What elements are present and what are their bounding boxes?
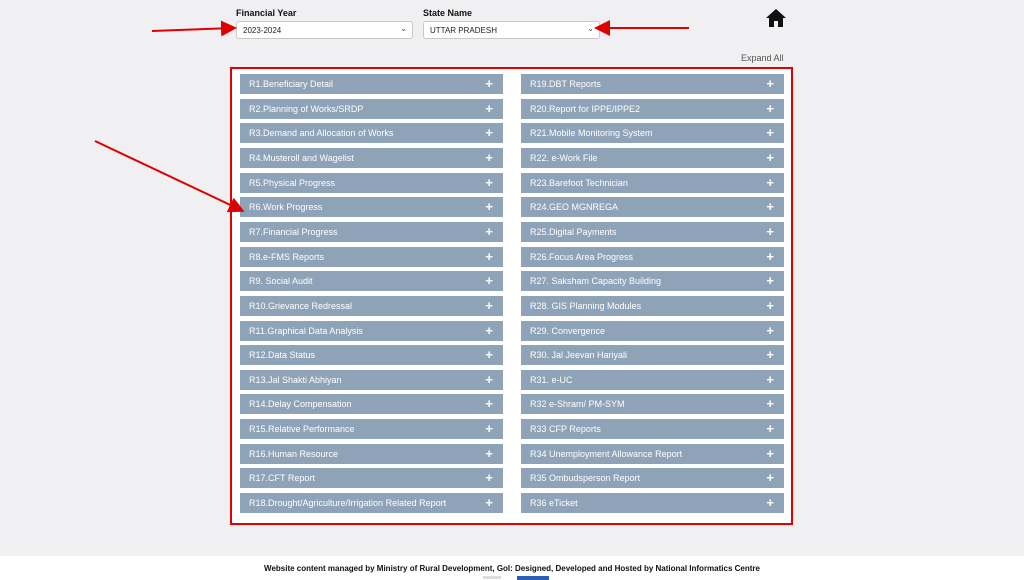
report-item-label: R16.Human Resource [249, 448, 339, 459]
report-item[interactable] [240, 74, 503, 94]
report-item-label: R7.Financial Progress [249, 226, 338, 237]
state-name-label: State Name [423, 8, 473, 18]
report-item[interactable] [521, 123, 784, 143]
report-item[interactable] [521, 173, 784, 193]
report-item[interactable] [240, 370, 503, 390]
report-item[interactable] [240, 123, 503, 143]
plus-icon[interactable]: + [485, 297, 493, 313]
report-item[interactable] [240, 99, 503, 119]
plus-icon[interactable]: + [485, 174, 493, 190]
plus-icon[interactable]: + [485, 445, 493, 461]
report-item[interactable] [521, 345, 784, 365]
report-item[interactable] [521, 419, 784, 439]
plus-icon[interactable]: + [766, 322, 774, 338]
report-item[interactable] [240, 247, 503, 267]
plus-icon[interactable]: + [766, 297, 774, 313]
plus-icon[interactable]: + [766, 445, 774, 461]
state-name-select[interactable] [423, 21, 600, 39]
report-item[interactable] [521, 247, 784, 267]
report-item-label: R13.Jal Shakti Abhiyan [249, 374, 342, 385]
report-item-label: R20.Report for IPPE/IPPE2 [530, 103, 641, 114]
plus-icon[interactable]: + [485, 76, 493, 91]
plus-icon[interactable]: + [766, 347, 774, 363]
footer-logo [483, 576, 501, 579]
report-item-label: R10.Grievance Redressal [249, 300, 353, 311]
chevron-down-icon: ⌄ [587, 24, 594, 33]
report-item[interactable] [521, 296, 784, 316]
plus-icon[interactable]: + [766, 396, 774, 412]
report-item-label: R35 Ombudsperson Report [530, 473, 641, 484]
report-item-label: R21.Mobile Monitoring System [530, 128, 653, 139]
plus-icon[interactable]: + [485, 100, 493, 116]
plus-icon[interactable]: + [485, 273, 493, 289]
report-item[interactable] [240, 345, 503, 365]
plus-icon[interactable]: + [485, 248, 493, 264]
report-item-label: R4.Musteroll and Wagelist [249, 152, 354, 163]
state-name-select-group [423, 8, 600, 39]
report-item-label: R12.Data Status [249, 350, 316, 361]
report-item[interactable] [521, 74, 784, 94]
plus-icon[interactable]: + [485, 347, 493, 363]
annotation-arrow-work-progress [95, 141, 241, 210]
plus-icon[interactable]: + [766, 149, 774, 165]
footer-badge [517, 576, 549, 580]
report-item-label: R31. e-UC [530, 374, 573, 385]
report-item-label: R28. GIS Planning Modules [530, 300, 642, 311]
report-item-label: R14.Delay Compensation [249, 399, 352, 410]
plus-icon[interactable]: + [766, 223, 774, 239]
report-item-label: R2.Planning of Works/SRDP [249, 103, 364, 114]
annotation-arrow-financial-year [152, 28, 233, 31]
report-item[interactable] [240, 148, 503, 168]
home-icon[interactable] [765, 8, 787, 28]
plus-icon[interactable]: + [766, 125, 774, 141]
financial-year-select-group [236, 8, 413, 39]
financial-year-select[interactable] [236, 21, 413, 39]
report-item[interactable] [240, 222, 503, 242]
report-item-label: R3.Demand and Allocation of Works [249, 128, 394, 139]
report-item-label: R36 eTicket [530, 498, 578, 508]
report-item-label: R33 CFP Reports [530, 424, 601, 435]
financial-year-value: 2023-2024 [243, 26, 282, 35]
plus-icon[interactable]: + [766, 248, 774, 264]
report-item-label: R5.Physical Progress [249, 177, 336, 188]
report-item[interactable] [240, 468, 503, 488]
report-item-label: R22. e-Work File [530, 152, 598, 163]
plus-icon[interactable]: + [485, 125, 493, 141]
plus-icon[interactable]: + [766, 470, 774, 486]
financial-year-label: Financial Year [236, 8, 297, 18]
plus-icon[interactable]: + [766, 273, 774, 289]
report-item[interactable] [240, 321, 503, 341]
report-item[interactable] [240, 271, 503, 291]
report-item-label: R27. Saksham Capacity Building [530, 276, 662, 287]
plus-icon[interactable]: + [485, 495, 493, 510]
report-item-label: R34 Unemployment Allowance Report [530, 448, 683, 459]
report-item[interactable] [521, 321, 784, 341]
report-item[interactable] [521, 222, 784, 242]
state-name-value: UTTAR PRADESH [430, 26, 497, 35]
report-item[interactable] [521, 370, 784, 390]
report-item[interactable] [521, 493, 784, 513]
report-item[interactable] [240, 493, 503, 513]
report-item[interactable] [240, 197, 503, 217]
plus-icon[interactable]: + [766, 495, 774, 510]
plus-icon[interactable]: + [485, 396, 493, 412]
report-item-label: R1.Beneficiary Detail [249, 79, 334, 89]
report-item[interactable] [521, 444, 784, 464]
report-item[interactable] [240, 444, 503, 464]
report-item-label: R26.Focus Area Progress [530, 251, 634, 262]
report-item-label: R6.Work Progress [249, 202, 323, 213]
report-item[interactable] [521, 197, 784, 217]
plus-icon[interactable]: + [766, 371, 774, 387]
report-item-label: R25.Digital Payments [530, 226, 617, 237]
report-item-label: R24.GEO MGNREGA [530, 202, 619, 213]
report-item-label: R9. Social Audit [249, 276, 313, 287]
plus-icon[interactable]: + [485, 322, 493, 338]
report-item[interactable] [521, 468, 784, 488]
footer [0, 556, 1024, 580]
plus-icon[interactable]: + [766, 421, 774, 437]
report-item-label: R19.DBT Reports [530, 79, 601, 89]
plus-icon[interactable]: + [485, 470, 493, 486]
report-item-label: R8.e-FMS Reports [249, 251, 325, 262]
report-item-label: R18.Drought/Agriculture/Irrigation Related Report [249, 498, 447, 508]
report-item-label: R29. Convergence [530, 325, 606, 336]
footer-text: Website content managed by Ministry of Rural Development, GoI: Designed, Developed and Hosted by National Informatics Centre [264, 564, 760, 573]
plus-icon[interactable]: + [485, 223, 493, 239]
chevron-down-icon: ⌄ [400, 24, 407, 33]
plus-icon[interactable]: + [485, 371, 493, 387]
report-item-label: R23.Barefoot Technician [530, 177, 628, 188]
plus-icon[interactable]: + [485, 199, 493, 215]
report-item-label: R32 e-Shram/ PM-SYM [530, 399, 625, 410]
report-item[interactable] [240, 419, 503, 439]
report-item-label: R11.Graphical Data Analysis [249, 325, 363, 336]
report-item[interactable] [521, 148, 784, 168]
report-item-label: R30. Jal Jeevan Hariyali [530, 350, 628, 361]
plus-icon[interactable]: + [766, 76, 774, 91]
plus-icon[interactable]: + [766, 174, 774, 190]
report-item[interactable] [240, 296, 503, 316]
report-item[interactable] [521, 394, 784, 414]
report-item[interactable] [240, 173, 503, 193]
report-item[interactable] [521, 271, 784, 291]
report-item-label: R17.CFT Report [249, 473, 315, 484]
plus-icon[interactable]: + [766, 100, 774, 116]
report-item-label: R15.Relative Performance [249, 424, 355, 435]
expand-all-link[interactable]: Expand All [741, 53, 784, 63]
report-item[interactable] [240, 394, 503, 414]
plus-icon[interactable]: + [485, 421, 493, 437]
plus-icon[interactable]: + [485, 149, 493, 165]
report-item[interactable] [521, 99, 784, 119]
plus-icon[interactable]: + [766, 199, 774, 215]
